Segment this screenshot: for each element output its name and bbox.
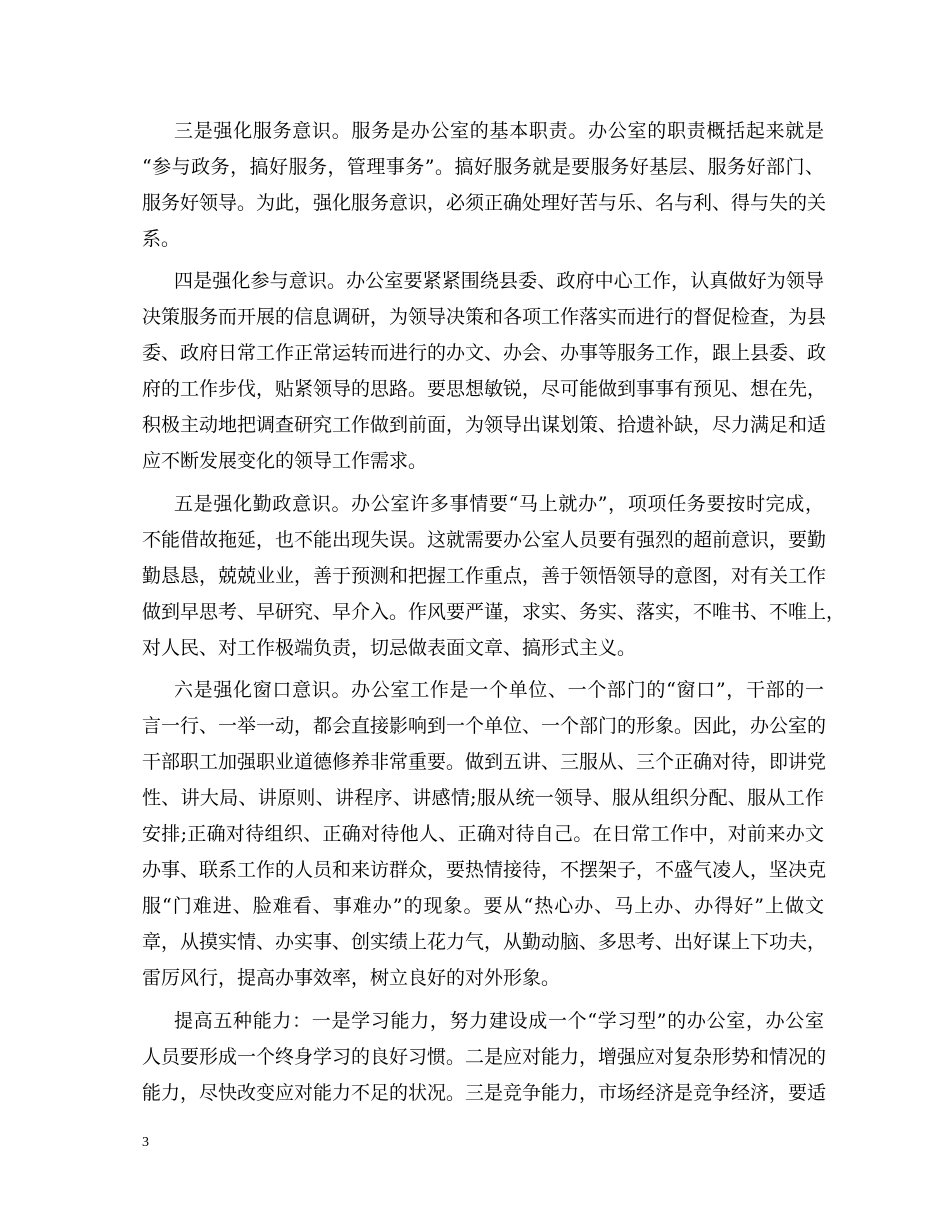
- document-body: [142, 113, 846, 1117]
- paragraph-line: 人员要形成一个终身学习的良好习惯。二是应对能力，增强应对复杂形势和情况的: [142, 1045, 827, 1068]
- paragraph-line: 系。: [142, 228, 181, 250]
- body-paragraph: [142, 263, 827, 479]
- paragraph-line: 雷厉风行，提高办事效率，树立良好的对外形象。: [142, 967, 561, 990]
- body-paragraph: [142, 113, 827, 257]
- paragraph-line: “参与政务，搞好服务，管理事务”。搞好服务就是要服务好基层、服务好部门、: [142, 156, 824, 178]
- paragraph-line: 六是强化窗口意识。办公室工作是一个单位、一个部门的“窗口”，干部的一: [174, 679, 824, 702]
- body-paragraph: [142, 1003, 827, 1111]
- paragraph-line: 提高五种能力：一是学习能力，努力建设成一个“学习型”的办公室，办公室: [174, 1009, 824, 1032]
- paragraph-line: 委、政府日常工作正常运转而进行的办文、办会、办事等服务工作，跟上县委、政: [142, 342, 827, 365]
- paragraph-line: 服务好领导。为此，强化服务意识，必须正确处理好苦与乐、名与利、得与失的关: [142, 192, 827, 214]
- paragraph-line: 应不断发展变化的领导工作需求。: [142, 450, 428, 473]
- paragraph-line: 府的工作步伐，贴紧领导的思路。要思想敏锐，尽可能做到事事有预见、想在先，: [142, 378, 827, 401]
- paragraph-line: 不能借故拖延，也不能出现失误。这就需要办公室人员要有强烈的超前意识，要勤: [142, 528, 827, 551]
- body-paragraph: [142, 486, 846, 666]
- page-number: 3: [142, 1135, 149, 1150]
- paragraph-line: 性、讲大局、讲原则、讲程序、讲感情;服从统一领导、服从组织分配、服从工作: [142, 787, 824, 810]
- paragraph-line: 四是强化参与意识。办公室要紧紧围绕县委、政府中心工作，认真做好为领导: [174, 270, 824, 293]
- paragraph-line: 言一行、一举一动，都会直接影响到一个单位、一个部门的形象。因此，办公室的: [142, 715, 827, 738]
- paragraph-line: 做到早思考、早研究、早介入。作风要严谨，求实、务实、落实，不唯书、不唯上，: [142, 600, 846, 623]
- paragraph-line: 章，从摸实情、办实事、创实绩上花力气，从勤动脑、多思考、出好谋上下功夫，: [142, 931, 827, 954]
- paragraph-line: 安排;正确对待组织、正确对待他人、正确对待自己。在日常工作中，对前来办文: [142, 823, 824, 846]
- body-paragraph: [142, 672, 827, 996]
- paragraph-line: 积极主动地把调查研究工作做到前面，为领导出谋划策、拾遗补缺，尽力满足和适: [142, 414, 827, 437]
- paragraph-line: 决策服务而开展的信息调研，为领导决策和各项工作落实而进行的督促检查，为县: [142, 306, 827, 329]
- paragraph-line: 三是强化服务意识。服务是办公室的基本职责。办公室的职责概括起来就是: [174, 120, 824, 142]
- paragraph-line: 对人民、对工作极端负责，切忌做表面文章、搞形式主义。: [142, 636, 637, 659]
- paragraph-line: 能力，尽快改变应对能力不足的状况。三是竞争能力，市场经济是竞争经济，要适: [142, 1081, 827, 1104]
- paragraph-line: 五是强化勤政意识。办公室许多事情要“马上就办”，项项任务要按时完成，: [174, 492, 824, 515]
- paragraph-line: 办事、联系工作的人员和来访群众，要热情接待，不摆架子，不盛气凌人，坚决克: [142, 859, 827, 882]
- paragraph-line: 勤恳恳，兢兢业业，善于预测和把握工作重点，善于领悟领导的意图，对有关工作: [142, 564, 827, 587]
- paragraph-line: 干部职工加强职业道德修养非常重要。做到五讲、三服从、三个正确对待，即讲党: [142, 751, 827, 774]
- paragraph-line: 服“门难进、脸难看、事难办”的现象。要从“热心办、马上办、办得好”上做文: [142, 895, 824, 918]
